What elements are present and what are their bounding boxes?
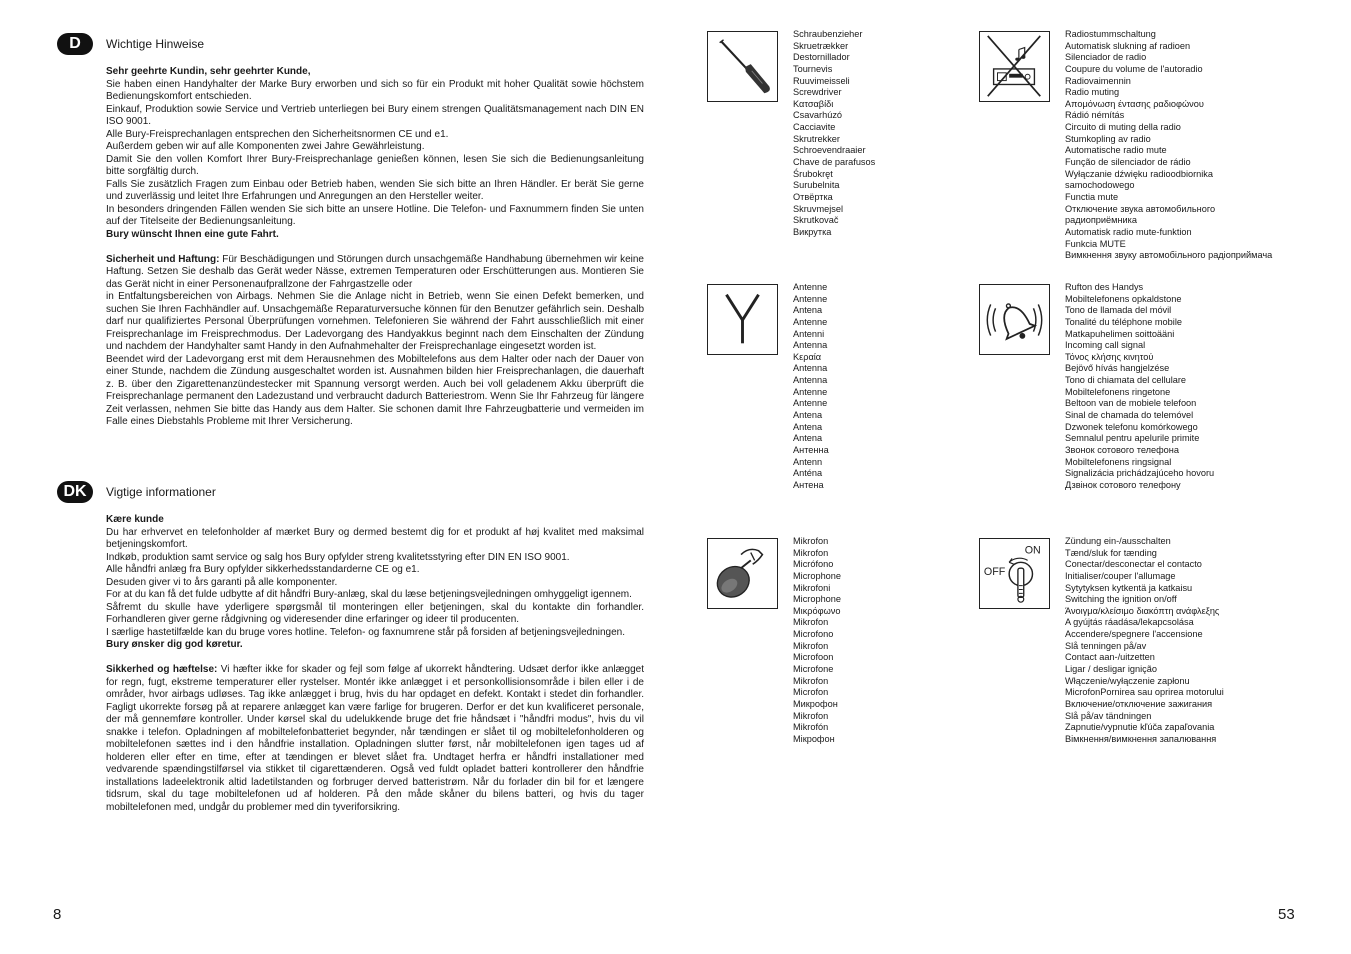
list-item: Microfone <box>793 664 834 675</box>
ignition-switch-icon <box>979 538 1050 609</box>
list-item: Skruetrækker <box>793 40 849 51</box>
list-item: Antenne <box>793 293 828 304</box>
list-item: Mikrofón <box>793 722 829 733</box>
list-item: Conectar/desconectar el contacto <box>1065 559 1202 570</box>
section-body-de <box>106 66 644 429</box>
section-body-dk <box>106 514 644 814</box>
list-item: Вимкнення звуку автомобільного радіоприймача <box>1065 250 1273 261</box>
list-item: Função de silenciador de rádio <box>1065 157 1191 168</box>
term-list-antenna <box>793 282 829 492</box>
list-item: Ruuvimeisseli <box>793 75 850 86</box>
list-item: радиоприёмника <box>1065 215 1138 226</box>
list-item: Rádió némítás <box>1065 110 1125 121</box>
term-list-ignition <box>1065 536 1224 746</box>
section-title-dk: Vigtige informationer <box>106 485 216 499</box>
list-item: Rufton des Handys <box>1065 282 1144 292</box>
list-item: Micrófono <box>793 559 834 570</box>
list-item: Tænd/sluk for tænding <box>1065 547 1157 558</box>
list-item: Slå tenningen på/av <box>1065 640 1147 651</box>
list-item: Τόνος κλήσης κινητού <box>1065 351 1154 362</box>
list-item: Włączenie/wyłączenie zapłonu <box>1065 675 1190 686</box>
list-item: Skrutrekker <box>793 133 840 144</box>
paragraph: Beendet wird der Ladevorgang erst mit dem Herausnehmen des Mobiltelefons aus dem Halter oder nach der Dauer von einer Stunde, nachdem die Zündung ausgeschaltet worden ist. Ausnahmen bilden hier Freisprechanlagen, die dauerhaft z. B. über den Zigarettenanzündestecker mit Spannung versorgt werden. Auch bei voll geladenem Akku überprüft die Freisprechanlage permanent den Ladezustand und verbraucht dadurch Batteriestrom. Wenn Sie Ihr Fahrzeug für längere Zeit verlassen, nehmen Sie bitte das Handy aus dem Halter. Sie schonen damit Ihre Fahrzeugbatterie und vermeiden im Falle eines Diebstahls Probleme mit Ihrer Versicherung. <box>106 353 644 427</box>
list-item: Zapnutie/vypnutie kľúča zapaľovania <box>1065 722 1215 733</box>
list-item: Άνοιγμα/κλείσιμο διακόπτη ανάφλεξης <box>1065 605 1220 616</box>
list-item: Signalizácia prichádzajúceho hovoru <box>1065 468 1215 479</box>
list-item: Mikrofon <box>793 547 829 558</box>
list-item: Functia mute <box>1065 191 1119 202</box>
page-number-right: 53 <box>1278 906 1295 923</box>
paragraph: Einkauf, Produktion sowie Service und Vertrieb unterliegen bei Bury einem strengen Qualitätsmanagement nach DIN EN ISO 9001. <box>106 103 644 127</box>
list-item: MicrofonPornirea sau oprirea motorului <box>1065 687 1224 698</box>
paragraph: Sicherheit und Haftung: Für Beschädigungen und Störungen durch unsachgemäße Handhabung übernehmen wir keine Haftung. Setzen Sie deshalb das Gerät weder Nässe, extremen Temperaturen oder Erschütterungen aus. Montieren Sie das Gerät nicht in einer Personenaufprallzone der Fahrgastzelle oder <box>106 253 644 290</box>
list-item: Sytytyksen kytkentä ja katkaisu <box>1065 582 1193 593</box>
section-title-de: Wichtige Hinweise <box>106 37 205 51</box>
list-item: Mikrofon <box>793 536 829 546</box>
list-item: Destornillador <box>793 52 850 63</box>
list-item: Tono di chiamata del cellulare <box>1065 375 1187 386</box>
list-item: Antenne <box>793 282 828 292</box>
list-item: Automatisk slukning af radioen <box>1065 40 1191 51</box>
list-item: Chave de parafusos <box>793 157 876 168</box>
list-item: Mikrofon <box>793 617 829 628</box>
paragraph: For at du kan få det fulde udbytte af dit håndfri Bury-anlæg, skal du læse betjeningsvejledningen omhyggeligt igennem. <box>106 589 632 600</box>
list-item: Automatisk radio mute-funktion <box>1065 226 1192 237</box>
list-item: Śrubokręt <box>793 168 833 179</box>
list-item: Κεραία <box>793 351 822 362</box>
paragraph: in Entfaltungsbereichen von Airbags. Nehmen Sie die Anlage nicht in Betrieb, wenn Sie einen Defekt bemerken, und suchen Sie Ihren Fachhändler auf. Unsachgemäße Reparaturversuche können für den Benutzer gefährlich sein. Deshalb darf nur qualifiziertes Personal Überprüfungen vornehmen. Telefonieren Sie während der Fahrt ausschließlich mit einer Freisprechanlage im Freisprechmodus. Der Ladevorgang des Handyakkus beginnt nach dem Einschalten der Zündung und nachdem der Handyhalter samt Handy in den Aufnahmehalter der Freisprechanlage eingesetzt worden ist. <box>106 291 644 352</box>
list-item: Radiovaimennin <box>1065 75 1131 86</box>
list-item: Microphone <box>793 570 842 581</box>
term-list-screwdriver <box>793 29 875 239</box>
ignition-on-label: ON <box>1024 544 1041 557</box>
list-item: Initialiser/couper l'allumage <box>1065 570 1176 581</box>
list-item: Microphone <box>793 594 842 605</box>
list-item: Radiostummschaltung <box>1065 29 1156 39</box>
list-item: Wyłączanie dźwięku radioodbiornika <box>1065 168 1214 179</box>
list-item: Skruvmejsel <box>793 203 844 214</box>
list-item: Antena <box>793 410 823 421</box>
list-item: Radio muting <box>1065 87 1120 98</box>
paragraph: Sie haben einen Handyhalter der Marke Bury erworben und sich so für ein Produkt mit hoher Qualität sowie höchstem Bedienungskomfort entschieden. <box>106 78 644 102</box>
paragraph: Alle håndfri anlæg fra Bury opfylder sikkerhedsstandarderne CE og e1. <box>106 564 420 575</box>
list-item: Мікрофон <box>793 733 835 744</box>
paragraph: Kære kunde <box>106 514 164 525</box>
list-item: Mikrofon <box>793 640 829 651</box>
list-item: Mobiltelefonens opkaldstone <box>1065 293 1182 304</box>
list-item: Screwdriver <box>793 87 842 98</box>
list-item: Mikrofon <box>793 675 829 686</box>
list-item: Antenna <box>793 363 828 374</box>
term-list-radio-mute <box>1065 29 1272 262</box>
list-item: Микрофон <box>793 698 838 709</box>
paragraph: Du har erhvervet en telefonholder af mærket Bury og dermed bestemt dig for et produkt af høj kvalitet med maksimal betjeningskomfort. <box>106 526 644 550</box>
paragraph: Außerdem geben wir auf alle Komponenten zwei Jahre Gewährleistung. <box>106 141 425 152</box>
list-item: Антенна <box>793 444 829 455</box>
list-item: Bejövő hívás hangjelzése <box>1065 363 1170 374</box>
list-item: Antenne <box>793 398 828 409</box>
list-item: Викрутка <box>793 226 832 237</box>
paragraph: Sikkerhed og hæftelse: Vi hæfter ikke for skader og fejl som følge af ukorrekt håndtering. Udsæt derfor ikke anlægget for regn, fugt, ekstreme temperaturer eller rystelser. Montér ikke anlægget i et personkollisionsområde i bilen eller i de områder, hvor airbags udløses. Tag ikke anlægget i brug, hvis du har opdaget en defekt. Kontakt i stedet din forhandler. Fagligt ukorrekte forsøg på at reparere anlægget kan være farlige for brugeren. Derfor er det kun kvalificeret personale, der må gennemføre kontroller. Under kørsel skal du udelukkende bruge det frie håndsæt i "håndfri modus", hvis du vil snakke i telefon. Opladningen af mobiltelefonbatteriet begynder, når tændingen er slået til og mobiltelefonholderen og mobiltelefonen sættes ind i den håndfrie installation. Opladningen slutter først, når mobiltelefonen igen tages ud af holderen eller efter en time, efter at tændingen er blevet slået fra. Undtaget herfra er håndfri installationer med vedvarende spændingstilførsel via stikket til cigarettænderen. Også ved fuldt opladet batteri kontrollerer den håndfrie installations ladeelektronik altid ladetilstanden og forbruger derved batteristrøm. Når du forlader din bil for et længere tidsrum, skal du tage mobiltelefonen ud af holderen. På den måde skåner du bilens batteri, og hvis du tager mobiltelefonen med, undgår du problemer med din tyveriforsikring. <box>106 664 645 813</box>
list-item: Κατσαβίδι <box>793 98 834 109</box>
paragraph: Bury ønsker dig god køretur. <box>106 639 243 650</box>
list-item: Mikrofon <box>793 710 829 721</box>
screwdriver-icon <box>707 31 778 102</box>
list-item: Incoming call signal <box>1065 340 1146 351</box>
list-item: Tournevis <box>793 63 833 74</box>
paragraph: Damit Sie den vollen Komfort Ihrer Bury-Freisprechanlage genießen können, lesen Sie sich die Bedienungsanleitung bitte sorgfältig durch. <box>106 153 644 177</box>
list-item: A gyújtás ráadása/lekapcsolása <box>1065 617 1194 628</box>
paragraph: Desuden giver vi to års garanti på alle komponenter. <box>106 576 338 588</box>
list-item: Антена <box>793 479 824 490</box>
list-item: Skrutkovač <box>793 215 839 226</box>
list-item: Schroevendraaier <box>793 145 866 156</box>
list-item: Microfoon <box>793 652 834 663</box>
paragraph: Indkøb, produktion samt service og salg hos Bury opfylder streng kvalitetsstyring efter DIN EN ISO 9001. <box>106 551 570 563</box>
list-item: Surubelnita <box>793 180 840 191</box>
list-item: Mikrofoni <box>793 582 831 593</box>
paragraph: In besonders dringenden Fällen wenden Sie sich bitte an unsere Hotline. Die Telefon- und Faxnummern finden Sie unten auf der Titelseite der Bedienungsanleitung. <box>106 203 644 227</box>
list-item: Απομόνωση έντασης ραδιοφώνου <box>1065 98 1204 109</box>
list-item: Antenna <box>793 340 828 351</box>
list-item: Slå på/av tändningen <box>1065 710 1152 721</box>
list-item: Sinal de chamada do telemóvel <box>1065 410 1194 421</box>
list-item: Microfono <box>793 629 834 640</box>
list-item: Tonalité du téléphone mobile <box>1065 316 1182 327</box>
list-item: Matkapuhelimen soittoääni <box>1065 328 1175 339</box>
list-item: Antenne <box>793 316 828 327</box>
paragraph: Såfremt du skulle have yderligere spørgsmål til monteringen eller betjeningen, skal du kontakte din forhandler. Forhandleren giver gerne rådgivning og videresender dine erfaringer og ideer til producenten. <box>106 601 644 625</box>
list-item: Дзвінок сотового телефону <box>1065 479 1181 490</box>
page-number-left: 8 <box>53 906 62 923</box>
list-item: Microfon <box>793 687 829 698</box>
antenna-icon <box>707 284 778 355</box>
list-item: Antena <box>793 433 823 444</box>
term-list-ringing <box>1065 282 1214 492</box>
list-item: Switching the ignition on/off <box>1065 594 1177 605</box>
radio-mute-icon <box>979 31 1050 102</box>
list-item: Csavarhúzó <box>793 110 843 121</box>
paragraph: Alle Bury-Freisprechanlagen entsprechen den Sicherheitsnormen CE und e1. <box>106 128 449 140</box>
list-item: Cacciavite <box>793 122 836 133</box>
list-item: Circuito di muting della radio <box>1065 122 1181 133</box>
list-item: Antenni <box>793 328 825 339</box>
list-item: Beltoon van de mobiele telefoon <box>1065 398 1197 409</box>
ignition-off-label: OFF <box>983 565 1006 578</box>
microphone-icon <box>707 538 778 609</box>
list-item: Antenne <box>793 386 828 397</box>
list-item: Stumkopling av radio <box>1065 133 1151 144</box>
list-item: Zündung ein-/ausschalten <box>1065 536 1171 546</box>
list-item: Silenciador de radio <box>1065 52 1147 63</box>
list-item: Вімкнення/вимкнення запалювання <box>1065 733 1217 744</box>
list-item: Отвёртка <box>793 191 833 202</box>
paragraph: Sehr geehrte Kundin, sehr geehrter Kunde, <box>106 66 311 77</box>
list-item: Anténa <box>793 468 823 479</box>
paragraph: I særlige hastetilfælde kan du bruge vores hotline. Telefon- og faxnumrene står på forsiden af betjeningsvejledningen. <box>106 626 626 638</box>
term-list-microphone <box>793 536 841 746</box>
list-item: Contact aan-/uitzetten <box>1065 652 1155 663</box>
list-item: Отключение звука автомобильного <box>1065 203 1216 214</box>
list-item: Funkcia MUTE <box>1065 238 1126 249</box>
list-item: Ligar / desligar ignição <box>1065 664 1157 675</box>
list-item: Antenna <box>793 375 828 386</box>
list-item: Mobiltelefonens ringsignal <box>1065 456 1172 467</box>
list-item: samochodowego <box>1065 180 1135 191</box>
list-item: Antena <box>793 421 823 432</box>
list-item: Semnalul pentru apelurile primite <box>1065 433 1200 444</box>
list-item: Accendere/spegnere l'accensione <box>1065 629 1203 640</box>
list-item: Dzwonek telefonu komórkowego <box>1065 421 1198 432</box>
language-badge-de: D <box>57 33 93 55</box>
ringing-bell-icon <box>979 284 1050 355</box>
list-item: Tono de llamada del móvil <box>1065 305 1172 316</box>
paragraph: Falls Sie zusätzlich Fragen zum Einbau oder Betrieb haben, wenden Sie sich bitte an Ihren Händler. Er berät Sie gerne und zuverlässig und leitet Ihre Erfahrungen und Anregungen an den Hersteller weiter. <box>106 178 644 202</box>
list-item: Antena <box>793 305 823 316</box>
list-item: Coupure du volume de l'autoradio <box>1065 63 1203 74</box>
paragraph-gap <box>106 241 644 254</box>
list-item: Звонок сотового телефона <box>1065 444 1179 455</box>
list-item: Mobiltelefonens ringetone <box>1065 386 1171 397</box>
language-badge-dk: DK <box>57 481 93 503</box>
list-item: Μικρόφωνο <box>793 605 841 616</box>
paragraph-gap <box>106 652 644 665</box>
list-item: Automatische radio mute <box>1065 145 1167 156</box>
list-item: Schraubenzieher <box>793 29 863 39</box>
paragraph: Bury wünscht Ihnen eine gute Fahrt. <box>106 228 279 240</box>
list-item: Включение/отключение зажигания <box>1065 698 1213 709</box>
list-item: Antenn <box>793 456 823 467</box>
